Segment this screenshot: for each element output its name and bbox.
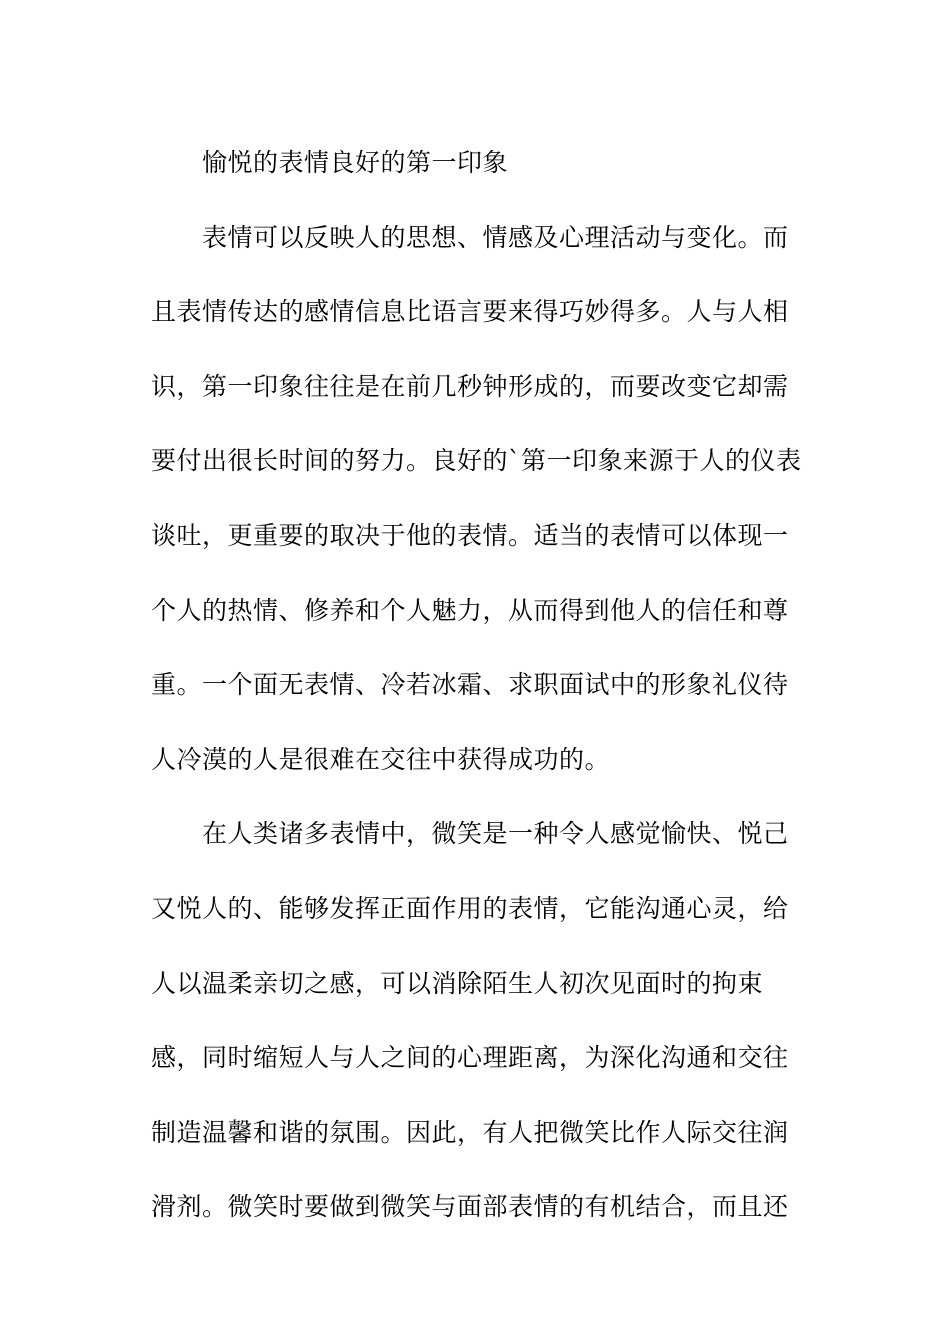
paragraph-1-line-4: 要付出很长时间的努力。良好的`第一印象来源于人的仪表 <box>151 446 802 476</box>
paragraph-2-line-4: 感，同时缩短人与人之间的心理距离，为深化沟通和交往 <box>151 1043 789 1073</box>
paragraph-1-line-1: 表情可以反映人的思想、情感及心理活动与变化。而 <box>202 222 789 252</box>
paragraph-1-line-7: 重。一个面无表情、冷若冰霜、求职面试中的形象礼仪待 <box>151 670 789 700</box>
paragraph-2-line-3: 人以温柔亲切之感，可以消除陌生人初次见面时的拘束 <box>151 968 764 998</box>
paragraph-2-line-5: 制造温馨和谐的氛围。因此，有人把微笑比作人际交往润 <box>151 1117 789 1147</box>
paragraph-1-line-5: 谈吐，更重要的取决于他的表情。适当的表情可以体现一 <box>151 520 789 550</box>
paragraph-1-line-2: 且表情传达的感情信息比语言要来得巧妙得多。人与人相 <box>151 297 789 327</box>
paragraph-1-line-6: 个人的热情、修养和个人魅力，从而得到他人的信任和尊 <box>151 595 789 625</box>
paragraph-2-line-6: 滑剂。微笑时要做到微笑与面部表情的有机结合，而且还 <box>151 1192 789 1222</box>
paragraph-1-line-3: 识，第一印象往往是在前几秒钟形成的，而要改变它却需 <box>151 371 789 401</box>
paragraph-2-line-2: 又悦人的、能够发挥正面作用的表情，它能沟通心灵，给 <box>151 893 789 923</box>
document-body <box>151 126 803 1245</box>
document-title: 愉悦的表情良好的第一印象 <box>202 148 509 177</box>
paragraph-2-line-1: 在人类诸多表情中，微笑是一种令人感觉愉快、悦己 <box>202 819 789 849</box>
paragraph-1-line-8: 人冷漠的人是很难在交往中获得成功的。 <box>151 744 611 774</box>
